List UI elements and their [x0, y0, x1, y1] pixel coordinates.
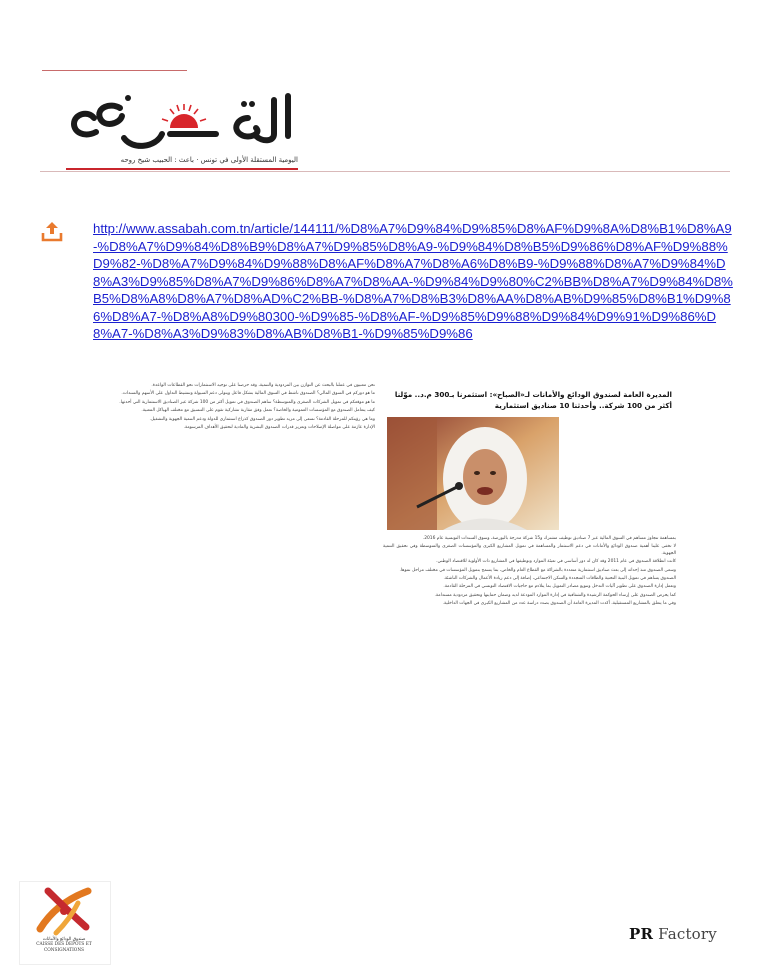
client-name-ar: صندوق الودائع والأمانات	[42, 937, 86, 942]
right-paragraph: كما يحرص الصندوق على إرساء الحوكمة الرشيدة والشفافية في إدارة الموارد المودعة لديه وضمان حمايتها وتحقيق مردودية مستدامة.	[434, 592, 676, 598]
right-paragraph: وتعمل إدارة الصندوق على تطوير آليات التدخل وتنويع مصادر التمويل بما يتلاءم مع حاجيات الاقتصاد التونسي في المرحلة القادمة.	[443, 584, 676, 590]
article-headline: المديرة العامة لصندوق الودائع والأمانات لـ«الصباح»: استثمرنا بـ300 م.د.. موّلنا أكثر من 100 شركة.. وأحدثنا 10 صناديق استثمارية	[394, 390, 672, 410]
left-paragraph: ما هو دوركم في السوق المالي؟ الصندوق ناشط في السوق المالية بشكل فاعل ويتولى دعم السيولة وتنشيط التداول على الأسهم والسندات.	[121, 391, 375, 397]
client-name-fr: CAISSE DES DEPOTS ET CONSIGNATIONS	[36, 942, 92, 953]
left-paragraph: ما هو موقعكم في تمويل الشركات الصغرى والمتوسطة؟ ساهم الصندوق في تمويل أكثر من 100 شركة عبر الصناديق الاستثمارية التي أحدثها.	[119, 399, 375, 405]
newspaper-logo	[66, 88, 298, 158]
article-column-right	[383, 383, 676, 610]
right-paragraph: وسعى الصندوق منذ إحداثه إلى بعث صناديق استثمارية متعددة بالشراكة مع القطاع العام والخاص، بما يسمح بتمويل المؤسسات في مختلف مراحل نموها.	[399, 567, 676, 573]
right-paragraph: لا تخفى علينا أهمية صندوق الودائع والأمانات في دعم الاستثمار والمساهمة في تمويل المشاريع الكبرى والمؤسسات الصغرى والمتوسطة وفي تحقيق التنمية الجهوية.	[383, 544, 676, 556]
newspaper-tagline: اليومية المستقلة الأولى في تونس · باعث : الحبيب شيخ روحه	[120, 156, 298, 164]
article-photo	[387, 417, 559, 530]
agency-brand	[629, 925, 717, 943]
top-divider	[42, 70, 187, 71]
left-paragraph: الإدارة عازمة على مواصلة الإصلاحات وتعزيز قدرات الصندوق البشرية والمادية لتحقيق الأهداف المرسومة.	[183, 425, 375, 431]
newspaper-clipping	[83, 383, 676, 893]
agency-brand-bold: PR	[629, 925, 654, 943]
assabah-logo-icon	[66, 88, 298, 158]
article-column-left	[83, 383, 375, 433]
left-paragraph: كيف يتعامل الصندوق مع المؤسسات العمومية والخاصة؟ نعمل وفق مقاربة تشاركية تقوم على التنسيق مع مختلف الهياكل المعنية.	[141, 408, 375, 414]
caisse-depots-logo	[26, 883, 102, 937]
header-divider	[40, 171, 730, 172]
article-link[interactable]: http://www.assabah.com.tn/article/144111/%D8%A7%D9%84%D9%85%D8%AF%D9%8A%D8%B1%D8%A9-%D8%A7%D9%84%D8%B9%D8%A7%D9%85%D8%A9-%D9%84%D8%B5%D9%86%D8%AF%D9%88%D9%82-%D8%A7%D9%84%D9%88%D8%AF%D8%A7%D8%A6%D8%B9-%D9%88%D8%A7%D9%84%D8%A3%D9%85%D8%A7%D9%86%D8%A7%D8%AA-%D9%84%D9%80%C2%BB%D8%A7%D9%84%D8%B5%D8%A8%D8%A7%D8%AD%C2%BB-%D8%A7%D8%B3%D8%AA%D8%AB%D9%85%D8%B1%D9%86%D8%A7-%D8%A8%D9%80300-%D9%85-%D8%AF-%D9%85%D9%88%D9%84%D9%91%D9%86%D8%A7-%D8%A3%D9%83%D8%AB%D8%B1-%D9%85%D9%86	[93, 221, 733, 341]
logo-underline	[66, 168, 298, 170]
right-paragraph: الصندوق يساهم في تمويل البنية التحتية والطاقات المتجددة والسكن الاجتماعي، إضافة إلى دعم ريادة الأعمال والشركات الناشئة.	[443, 576, 676, 582]
article-body	[383, 536, 676, 608]
share-upload-icon[interactable]	[40, 219, 64, 243]
left-paragraph: نحن معنيون في عملنا بالبحث عن التوازن بين المردودية والتنمية، وقد حرصنا على توجيه الاستثمارات نحو القطاعات الواعدة.	[151, 383, 375, 388]
sun-icon	[162, 104, 206, 128]
agency-brand-rest: Factory	[653, 925, 717, 943]
right-paragraph: وفي ما يتعلق بالمشاريع المستقبلية، أكدت المديرة العامة أن الصندوق بصدد دراسة عدد من المشاريع الكبرى في الجهات الداخلية.	[442, 601, 676, 607]
client-name	[26, 937, 102, 953]
right-paragraph: بمساهمة تتجاوز مساهم في السوق المالية عبر 7 صناديق توظيف مشترك و15 شركة مدرجة بالبورصة، وسوق السندات التونسية عام 2016.	[422, 536, 676, 541]
right-paragraph: كانت انطلاقة الصندوق في عام 2011 وقد كان له دور أساسي في تعبئة الموارد وتوظيفها في المشاريع ذات الأولوية للاقتصاد الوطني.	[436, 559, 676, 565]
left-paragraph: وما هي رؤيتكم للمرحلة القادمة؟ نسعى إلى مزيد تطوير دور الصندوق كذراع استثماري للدولة ودعم التنمية الجهوية والتشغيل.	[149, 416, 375, 422]
